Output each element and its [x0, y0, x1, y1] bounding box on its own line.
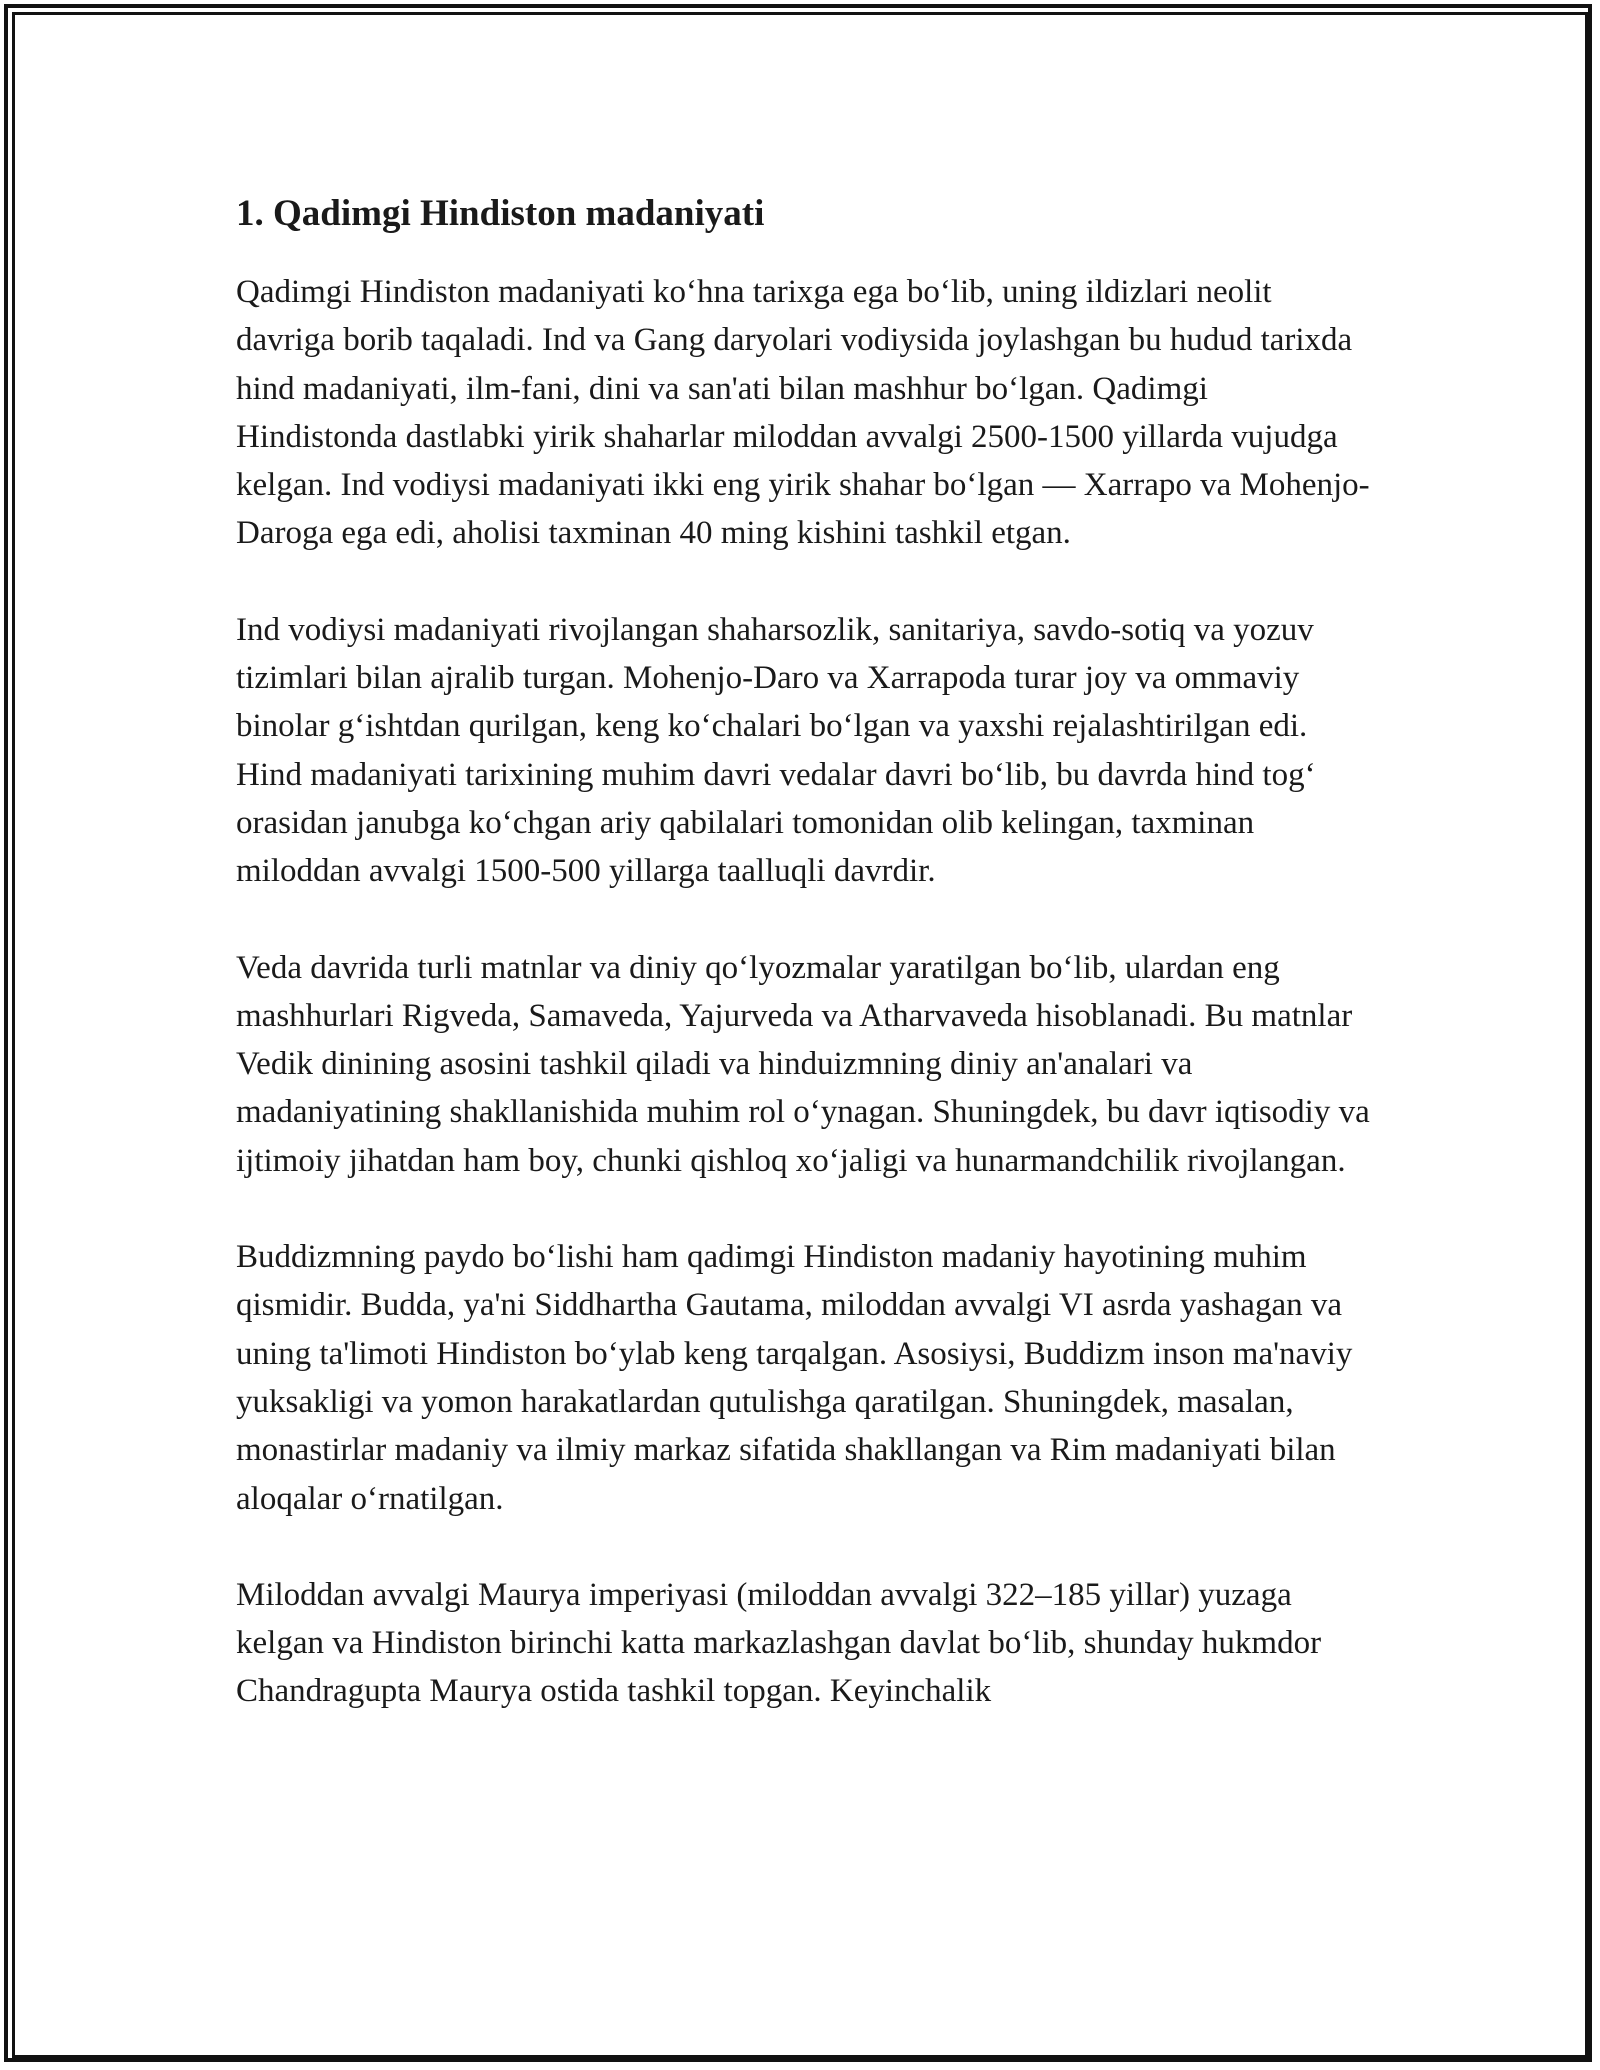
paragraph-1: Qadimgi Hindiston madaniyati ko‘hna tarixga ega bo‘lib, uning ildizlari neolit davriga borib taqaladi. Ind va Gang daryolari vodiysida joylashgan bu hudud tarixda hind madaniyati, ilm-fani, dini va san'ati bilan mashhur bo‘lgan. Qadimgi Hindistonda dastlabki yirik shaharlar miloddan avvalgi 2500-1500 yillarda vujudga kelgan. Ind vodiysi madaniyati ikki eng yirik shahar bo‘lgan — Xarrapo va Mohenjo-Daroga ega edi, aholisi taxminan 40 ming kishini tashkil etgan.	[236, 274, 1370, 552]
paragraph-4: Buddizmning paydo bo‘lishi ham qadimgi Hindiston madaniy hayotining muhim qismidir. Budda, ya'ni Siddhartha Gautama, miloddan avvalgi VI asrda yashagan va uning ta'limoti Hindiston bo‘ylab keng tarqalgan. Asosiysi, Buddizm inson ma'naviy yuksakligi va yomon harakatlardan qutulishga qaratilgan. Shuningdek, masalan, monastirlar madaniy va ilmiy markaz sifatida shakllangan va Rim madaniyati bilan aloqalar o‘rnatilgan.	[236, 1239, 1353, 1517]
document-body	[236, 190, 1376, 1764]
paragraph-3: Veda davrida turli matnlar va diniy qo‘lyozmalar yaratilgan bo‘lib, ulardan eng mashhurlari Rigveda, Samaveda, Yajurveda va Atharvaveda hisoblanadi. Bu matnlar Vedik dinining asosini tashkil qiladi va hinduizmning diniy an'analari va madaniyatining shakllanishida muhim rol o‘ynagan. Shuningdek, bu davr iqtisodiy va ijtimoiy jihatdan ham boy, chunki qishloq xo‘jaligi va hunarmandchilik rivojlangan.	[236, 949, 1370, 1179]
section-title: 1. Qadimgi Hindiston madaniyati	[236, 193, 765, 234]
paragraph-2: Ind vodiysi madaniyati rivojlangan shaharsozlik, sanitariya, savdo-sotiq va yozuv tizimlari bilan ajralib turgan. Mohenjo-Daro va Xarrapoda turar joy va ommaviy binolar g‘ishtdan qurilgan, keng ko‘chalari bo‘lgan va yaxshi rejalashtirilgan edi. Hind madaniyati tarixining muhim davri vedalar davri bo‘lib, bu davrda hind tog‘ orasidan janubga ko‘chgan ariy qabilalari tomonidan olib kelingan, taxminan miloddan avvalgi 1500-500 yillarga taalluqli davrdir.	[236, 611, 1316, 890]
paragraph-5: Miloddan avvalgi Maurya imperiyasi (miloddan avvalgi 322–185 yillar) yuzaga kelgan va Hindiston birinchi katta markazlashgan davlat bo‘lib, shunday hukmdor Chandragupta Maurya ostida tashkil topgan. Keyinchalik	[236, 1576, 1322, 1710]
